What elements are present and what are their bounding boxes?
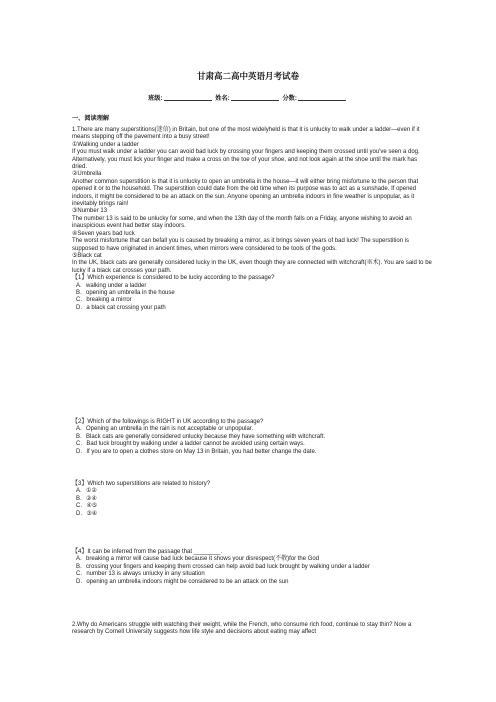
passage-paragraph: In the UK, black cats are generally considered lucky in the UK, even though they are connected with witchcraft(巫术). You are said to be lucky if a black cat crosses your path. <box>72 260 432 274</box>
option-a[interactable]: A．breaking a mirror will cause bad luck because it shows your disrespect(不敬)for the God <box>76 556 320 563</box>
question-2-block <box>72 419 432 456</box>
options-grid <box>72 488 432 518</box>
passage-heading: ②Umbrella <box>72 171 102 178</box>
option-c[interactable]: C．Bad luck brought by walking under a ladder cannot be avoided using certain ways. <box>76 441 305 448</box>
question-4-block <box>72 549 432 586</box>
option-c[interactable]: C．number 13 is always unlucky in any situation <box>76 571 205 578</box>
passage-paragraph: The number 13 is said to be unlucky for some, and when the 13th day of the month falls on a Friday, anyone wishing to avoid an inauspicious event had better stay indoors. <box>72 215 412 230</box>
class-blank[interactable] <box>164 100 212 101</box>
question-2: 【2】Which of the followings is RIGHT in UK according to the passage? <box>72 419 264 425</box>
question-1: 【1】Which experience is considered to be lucky according to the passage? <box>72 275 275 282</box>
passage-heading: ③Number 13 <box>72 208 108 215</box>
option-b[interactable]: B．Black cats are generally considered unlucky because they have something with witchcraft. <box>76 433 326 440</box>
page-title: 甘肃高二高中英语月考试卷 <box>196 71 299 81</box>
passage-2 <box>72 622 432 637</box>
option-a[interactable]: A．walking under a ladder <box>76 282 147 289</box>
option-b[interactable]: B．opening an umbrella in the house <box>76 289 175 296</box>
passage-heading: ⑤Black cat <box>72 252 102 259</box>
passage-paragraph: The worst misfortune that can befall you is caused by breaking a mirror, as it brings seven years of bad luck! The superstition is supposed to have originated in ancient times, when mirrors were considered to be tools of the gods. <box>72 238 410 252</box>
question-3: 【3】Which two superstitions are related to history? <box>72 481 211 487</box>
option-c[interactable]: C．④⑤ <box>76 503 98 510</box>
option-d[interactable]: D．③④ <box>76 510 98 517</box>
option-d[interactable]: D．If you are to open a clothes store on May 13 in Britain, you had better change the date. <box>76 448 317 455</box>
question-3-block <box>72 481 432 518</box>
option-a[interactable]: A．Opening an umbrella in the rain is not acceptable or unpopular. <box>76 426 254 433</box>
option-c[interactable]: C．breaking a mirror <box>76 297 132 304</box>
passage-paragraph: Another common superstition is that it is unlucky to open an umbrella in the house—it will either bring misfortune to the person that opened it or to the household. The superstition could date from the old time when its purpose was to act as a sunshade. If opened indoors, it might be considered to be an attack on the sun. Anyone opening an umbrella indoors in fine weather is unpopular, as it inevitably brings rain! <box>72 178 419 208</box>
passage-intro: 1.There are many superstitions(迷信) in Britain, but one of the most widelyheld is that it is unlucky to walk under a ladder—even if it means stepping off the pavement into a busy street! <box>72 127 420 141</box>
passage-heading: ①Walking under a ladder <box>72 141 139 148</box>
score-blank[interactable] <box>298 100 346 101</box>
name-label: 姓名: <box>215 95 230 102</box>
section-title: 一、阅读理解 <box>72 115 110 122</box>
passage-paragraph: If you must walk under a ladder you can avoid bad luck by crossing your fingers and keeping them crossed until you've seen a dog. Alternatively, you must lick your finger and make a cross on the toe of your shoe, and not look again at the shoe until the mark has dried. <box>72 149 420 171</box>
question-4: 【4】It can be inferred from the passage that ________. <box>72 549 223 555</box>
option-d[interactable]: D．a black cat crossing your path <box>76 304 166 311</box>
class-label: 班级: <box>148 95 163 102</box>
option-b[interactable]: B．②④ <box>76 495 97 502</box>
student-info-line <box>0 93 496 102</box>
passage-heading: ④Seven years bad luck <box>72 230 135 237</box>
passage-intro: 2.Why do Americans struggle with watching their weight, while the French, who consume rich food, continue to stay thin? Now a research by Cornell University suggests how life style and decisions about eating may affect <box>72 622 412 636</box>
name-blank[interactable] <box>231 100 279 101</box>
option-d[interactable]: D．opening an umbrella indoors might be considered to be an attack on the sun <box>76 578 289 585</box>
passage-1 <box>72 127 432 312</box>
option-a[interactable]: A．①② <box>76 488 97 495</box>
option-b[interactable]: B．crossing your fingers and keeping them crossed can help avoid bad luck brought by walking under a ladder <box>76 563 370 570</box>
score-label: 分数: <box>282 95 297 102</box>
